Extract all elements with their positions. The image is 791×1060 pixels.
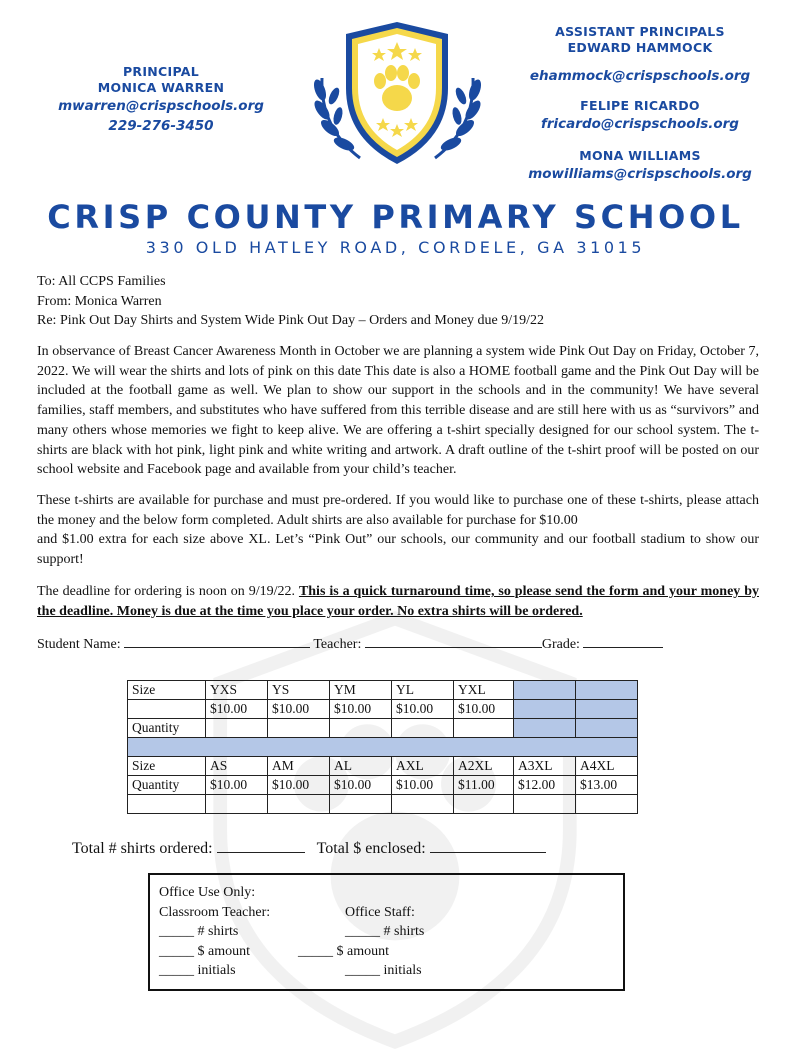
principal-email[interactable]: mwarren@crispschools.org: [58, 98, 264, 114]
table-cell: YXL: [454, 681, 514, 700]
paragraph-purchase: [37, 491, 759, 570]
initials-label: initials: [197, 963, 236, 978]
student-name-field[interactable]: [124, 633, 310, 648]
adult-quantity-cell[interactable]: [206, 795, 268, 814]
adult-quantity-cell[interactable]: [514, 795, 576, 814]
table-cell: AS: [206, 757, 268, 776]
table-cell-shaded: [128, 738, 638, 757]
table-cell: $12.00: [514, 776, 576, 795]
table-cell: Quantity: [128, 776, 206, 795]
assistant-principals-title: ASSISTANT PRINCIPALS: [555, 24, 725, 39]
total-shirts-field[interactable]: [217, 838, 305, 853]
office-title: Office Use Only:: [159, 885, 256, 900]
adult-quantity-cell[interactable]: [268, 795, 330, 814]
paragraph-deadline: [37, 582, 759, 621]
table-cell: Size: [128, 757, 206, 776]
table-cell-shaded: [514, 719, 576, 738]
youth-quantity-cell[interactable]: [206, 719, 268, 738]
teacher-field[interactable]: [365, 633, 542, 648]
table-row: [128, 776, 638, 795]
table-cell-shaded: [576, 700, 638, 719]
student-name-label: Student Name:: [37, 637, 121, 652]
amount-label: $ amount: [197, 944, 250, 959]
office-staff-label: Office Staff:: [345, 905, 415, 920]
grade-label: Grade:: [541, 637, 580, 652]
school-name: CRISP COUNTY PRIMARY SCHOOL: [47, 198, 744, 236]
table-cell: AL: [330, 757, 392, 776]
total-shirts-label: Total # shirts ordered:: [72, 840, 213, 857]
table-row: [128, 700, 638, 719]
table-cell: A4XL: [576, 757, 638, 776]
table-cell: $10.00: [330, 700, 392, 719]
youth-quantity-cell[interactable]: [268, 719, 330, 738]
table-cell: $10.00: [454, 700, 514, 719]
assistant-name: EDWARD HAMMOCK: [567, 40, 713, 55]
memo-from: From: Monica Warren: [37, 293, 162, 309]
assistant-principals-contact: [510, 24, 770, 184]
table-cell: AM: [268, 757, 330, 776]
shirt-order-table: [127, 680, 638, 814]
assistant-email[interactable]: fricardo@crispschools.org: [541, 116, 739, 132]
blank-line: _____: [345, 963, 380, 978]
staff-amount-row[interactable]: [298, 942, 389, 962]
memo-to: To: All CCPS Families: [37, 274, 166, 289]
blank-line: _____: [159, 944, 194, 959]
blank-line: _____: [298, 944, 333, 959]
table-cell: $10.00: [392, 776, 454, 795]
adult-quantity-cell[interactable]: [392, 795, 454, 814]
adult-quantity-cell[interactable]: [576, 795, 638, 814]
classroom-teacher-label: Classroom Teacher:: [159, 905, 271, 920]
paragraph-purchase-line2: and $1.00 extra for each size above XL. Let’s “Pink Out” our schools, our community and our football stadium to show our support!: [37, 532, 759, 568]
total-enclosed-field[interactable]: [430, 838, 546, 853]
memo-header: [37, 272, 757, 331]
table-cell: YL: [392, 681, 454, 700]
teacher-amount-row[interactable]: [159, 942, 250, 962]
blank-line: _____: [159, 963, 194, 978]
table-cell: $10.00: [206, 700, 268, 719]
principal-contact: [50, 64, 272, 136]
principal-phone: 229-276-3450: [108, 118, 214, 134]
assistant-email[interactable]: mowilliams@crispschools.org: [528, 166, 752, 182]
shirts-label: # shirts: [383, 924, 425, 939]
staff-initials-row[interactable]: [345, 961, 422, 981]
table-row: [128, 681, 638, 700]
principal-title: PRINCIPAL: [122, 64, 200, 79]
deadline-text: The deadline for ordering is noon on 9/19/22.: [37, 584, 299, 599]
grade-field[interactable]: [583, 633, 663, 648]
table-cell: A2XL: [454, 757, 514, 776]
table-cell: $10.00: [392, 700, 454, 719]
shirts-label: # shirts: [197, 924, 239, 939]
teacher-label: Teacher:: [313, 637, 362, 652]
adult-quantity-cell[interactable]: [128, 795, 206, 814]
school-address: 330 OLD HATLEY ROAD, CORDELE, GA 31015: [145, 238, 646, 257]
table-row: [128, 719, 638, 738]
table-cell: [128, 700, 206, 719]
table-cell: AXL: [392, 757, 454, 776]
table-cell: $10.00: [330, 776, 392, 795]
amount-label: $ amount: [336, 944, 389, 959]
teacher-initials-row[interactable]: [159, 961, 236, 981]
memo-re: Re: Pink Out Day Shirts and System Wide Pink Out Day – Orders and Money due 9/19/22: [37, 313, 545, 328]
youth-quantity-cell[interactable]: [330, 719, 392, 738]
table-cell: Size: [128, 681, 206, 700]
table-cell: YXS: [206, 681, 268, 700]
paragraph-purchase-line1: These t-shirts are available for purchase and must pre-ordered. If you would like to purchase one of these t-shirts, please attach the money and the below form completed. Adult shirts are also available for purchase for $10.00: [37, 493, 759, 528]
table-cell: A3XL: [514, 757, 576, 776]
table-cell: $10.00: [206, 776, 268, 795]
school-crest-logo: [300, 18, 495, 168]
table-cell: $11.00: [454, 776, 514, 795]
youth-quantity-cell[interactable]: [392, 719, 454, 738]
table-row: [128, 757, 638, 776]
table-cell: Quantity: [128, 719, 206, 738]
assistant-name: FELIPE RICARDO: [580, 98, 700, 113]
crest-watermark: [165, 600, 625, 1060]
table-cell-shaded: [576, 719, 638, 738]
table-cell: YS: [268, 681, 330, 700]
adult-quantity-cell[interactable]: [330, 795, 392, 814]
order-totals: [72, 838, 546, 858]
table-cell-shaded: [514, 700, 576, 719]
table-cell-shaded: [576, 681, 638, 700]
table-cell: $13.00: [576, 776, 638, 795]
paragraph-announcement: In observance of Breast Cancer Awareness Month in October we are planning a system wide Pink Out Day on Friday, October 7, 2022. We will wear the shirts and lots of pink on this date This date is also a HOME football game and the Pink Out Day will be included at the football game as well. We plan to show our support in the schools and in the community! We have several families, staff members, and substitutes who have suffered from this terrible disease and are still here with us as “survivors” and many others whose memories we fight to keep alive. We are offering a t-shirt specially designed for our school system. The t-shirts are black with hot pink, light pink and white writing and artwork. A draft outline of the t-shirt proof will be posted on our school website and Facebook page and available from your child’s teacher.: [37, 344, 759, 478]
table-cell: $10.00: [268, 776, 330, 795]
total-enclosed-label: Total $ enclosed:: [316, 840, 426, 857]
staff-shirts-row[interactable]: [345, 922, 424, 942]
adult-quantity-cell[interactable]: [454, 795, 514, 814]
youth-quantity-cell[interactable]: [454, 719, 514, 738]
initials-label: initials: [383, 963, 422, 978]
teacher-shirts-row[interactable]: [159, 922, 238, 942]
assistant-name: MONA WILLIAMS: [579, 148, 701, 163]
table-cell: YM: [330, 681, 392, 700]
student-info-fields: [37, 633, 757, 653]
table-row: [128, 795, 638, 814]
principal-name: MONICA WARREN: [97, 80, 225, 95]
blank-line: _____: [345, 924, 380, 939]
office-use-box: [148, 873, 625, 991]
table-cell: $10.00: [268, 700, 330, 719]
blank-line: _____: [159, 924, 194, 939]
table-divider-row: [128, 738, 638, 757]
deadline-warning: This is a quick turnaround time, so please send the form and your money by the deadline. Money is due at the time you place your order. No extra shirts will be ordered.: [37, 584, 759, 619]
table-cell-shaded: [514, 681, 576, 700]
assistant-email[interactable]: ehammock@crispschools.org: [529, 68, 751, 84]
